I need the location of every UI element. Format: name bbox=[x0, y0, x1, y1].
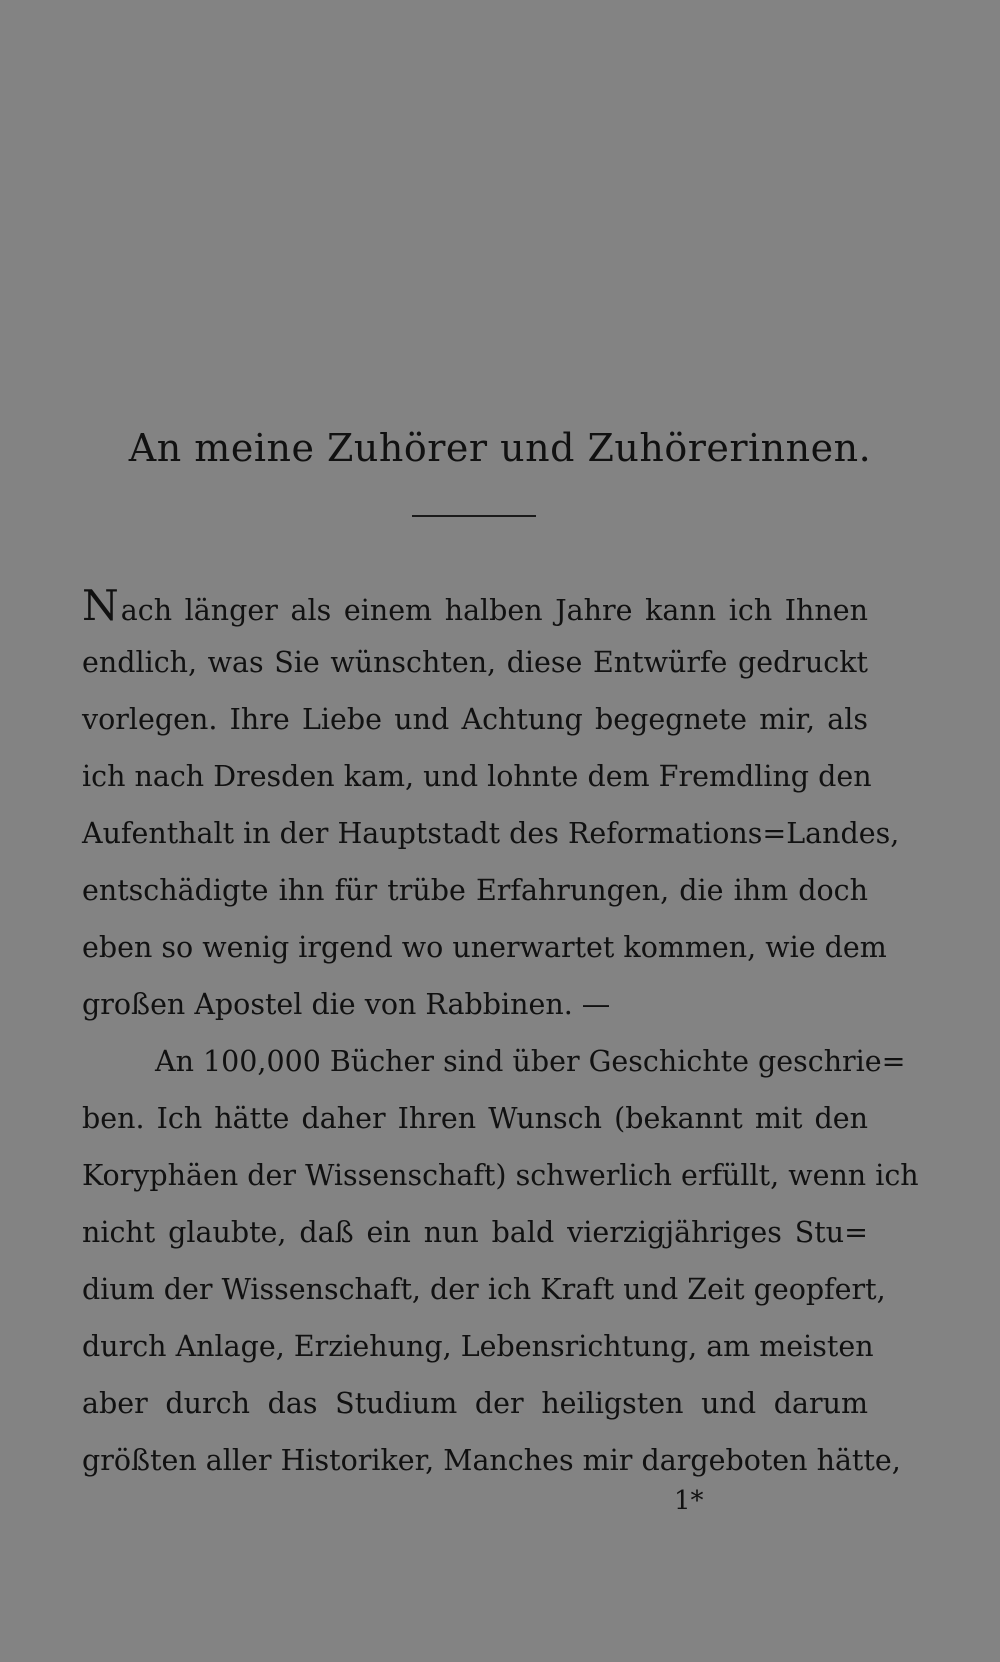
page-title: An meine Zuhörer und Zuhörerinnen. bbox=[128, 426, 872, 470]
text-line: vorlegen. Ihre Liebe und Achtung begegnete mir, als bbox=[82, 703, 868, 736]
text-line: aber durch das Studium der heiligsten und darum bbox=[82, 1387, 868, 1420]
text-line: Aufenthalt in der Hauptstadt des Reformations=Landes, bbox=[82, 817, 900, 850]
text-line: An 100,000 Bücher sind über Geschichte geschrie= bbox=[155, 1045, 906, 1078]
text-line: entschädigte ihn für trübe Erfahrungen, die ihm doch bbox=[82, 874, 868, 907]
text-line: ben. Ich hätte daher Ihren Wunsch (bekannt mit den bbox=[82, 1102, 868, 1135]
title-divider bbox=[412, 515, 536, 517]
text-line: Nach länger als einem halben Jahre kann ich Ihnen bbox=[82, 581, 868, 630]
text-line: nicht glaubte, daß ein nun bald vierzigjähriges Stu= bbox=[82, 1216, 868, 1249]
text-line: Koryphäen der Wissenschaft) schwerlich erfüllt, wenn ich bbox=[82, 1159, 919, 1192]
text-line: endlich, was Sie wünschten, diese Entwürfe gedruckt bbox=[82, 646, 868, 679]
drop-cap: N bbox=[82, 581, 119, 630]
text-line: größten aller Historiker, Manches mir dargeboten hätte, bbox=[82, 1444, 901, 1477]
signature-mark: 1* bbox=[674, 1486, 704, 1516]
text-line: dium der Wissenschaft, der ich Kraft und Zeit geopfert, bbox=[82, 1273, 886, 1306]
text-line: ich nach Dresden kam, und lohnte dem Fremdling den bbox=[82, 760, 872, 793]
text-line: großen Apostel die von Rabbinen. — bbox=[82, 988, 611, 1021]
text-line: durch Anlage, Erziehung, Lebensrichtung, am meisten bbox=[82, 1330, 874, 1363]
text-line: eben so wenig irgend wo unerwartet kommen, wie dem bbox=[82, 931, 887, 964]
